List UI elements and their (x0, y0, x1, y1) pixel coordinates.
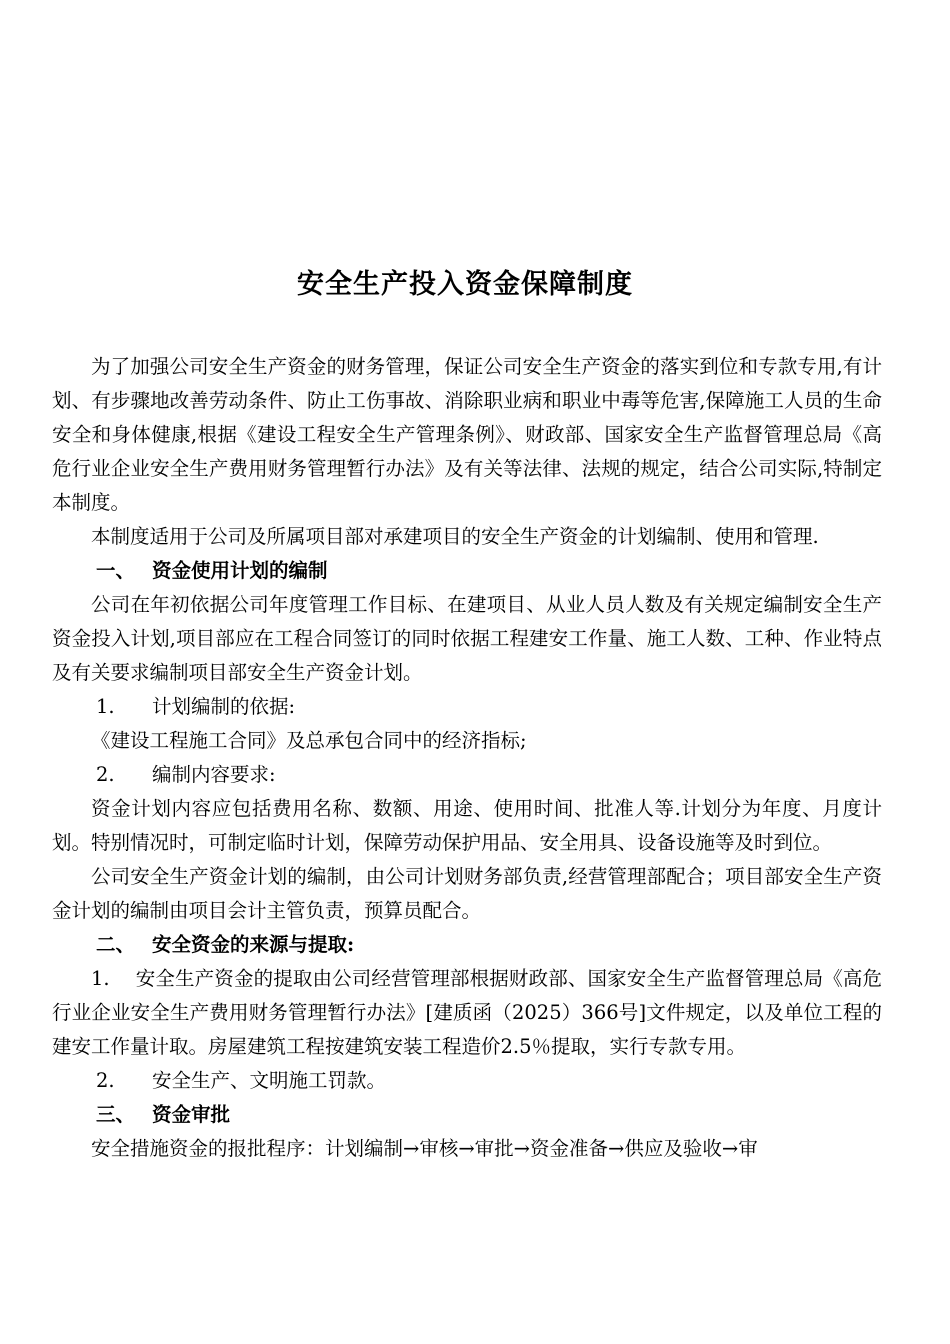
section-heading-3 (52, 1098, 882, 1132)
list-item-body: 《建设工程施工合同》及总承包合同中的经济指标; (91, 729, 527, 752)
section-title: 安全资金的来源与提取: (152, 933, 355, 956)
section-3-paragraph: 安全措施资金的报批程序：计划编制→审核→审批→资金准备→供应及验收→审 (91, 1137, 758, 1160)
list-item (52, 758, 882, 792)
document-title: 安全生产投入资金保障制度 (297, 269, 633, 300)
list-item (52, 1064, 882, 1098)
section-2-item-1: 1. 安全生产资金的提取由公司经营管理部根据财政部、国家安全生产监督管理总局《高危行业企业安全生产费用财务管理暂行办法》[建质函（2025）366号]文件规定，以及单位工程的建安工作量计取。房屋建筑工程按建筑安装工程造价2.5％提取，实行专款专用。 (52, 967, 882, 1058)
list-text: 编制内容要求: (152, 763, 276, 786)
section-number: 三、 (96, 1103, 136, 1126)
list-item-body: 资金计划内容应包括费用名称、数额、用途、使用时间、批准人等.计划分为年度、月度计划。特别情况时，可制定临时计划，保障劳动保护用品、安全用具、设备设施等及时到位。 (52, 797, 882, 854)
section-title: 资金审批 (152, 1103, 231, 1126)
list-number: 2. (96, 1069, 115, 1092)
list-item (52, 690, 882, 724)
section-title: 资金使用计划的编制 (152, 559, 328, 582)
section-heading-2 (52, 928, 882, 962)
section-number: 一、 (96, 559, 136, 582)
document-body (52, 350, 882, 1166)
list-text: 计划编制的依据: (152, 695, 296, 718)
intro-paragraph: 为了加强公司安全生产资金的财务管理，保证公司安全生产资金的落实到位和专款专用,有计划、有步骤地改善劳动条件、防止工伤事故、消除职业病和职业中毒等危害,保障施工人员的生命安全和身体健康,根据《建设工程安全生产管理条例》、财政部、国家安全生产监督管理总局《高危行业企业安全生产费用财务管理暂行办法》及有关等法律、法规的规定，结合公司实际,特制定本制度。 (52, 355, 882, 514)
list-text: 安全生产、文明施工罚款。 (152, 1069, 387, 1092)
section-heading-1 (52, 554, 882, 588)
section-1-paragraph-2: 公司安全生产资金计划的编制，由公司计划财务部负责,经营管理部配合；项目部安全生产资金计划的编制由项目会计主管负责，预算员配合。 (52, 865, 882, 922)
section-number: 二、 (96, 933, 136, 956)
scope-paragraph: 本制度适用于公司及所属项目部对承建项目的安全生产资金的计划编制、使用和管理. (91, 525, 819, 548)
section-1-paragraph: 公司在年初依据公司年度管理工作目标、在建项目、从业人员人数及有关规定编制安全生产资金投入计划,项目部应在工程合同签订的同时依据工程建安工作量、施工人数、工种、作业特点及有关要求编制项目部安全生产资金计划。 (52, 593, 882, 684)
list-number: 1. (96, 695, 115, 718)
list-number: 2. (96, 763, 115, 786)
